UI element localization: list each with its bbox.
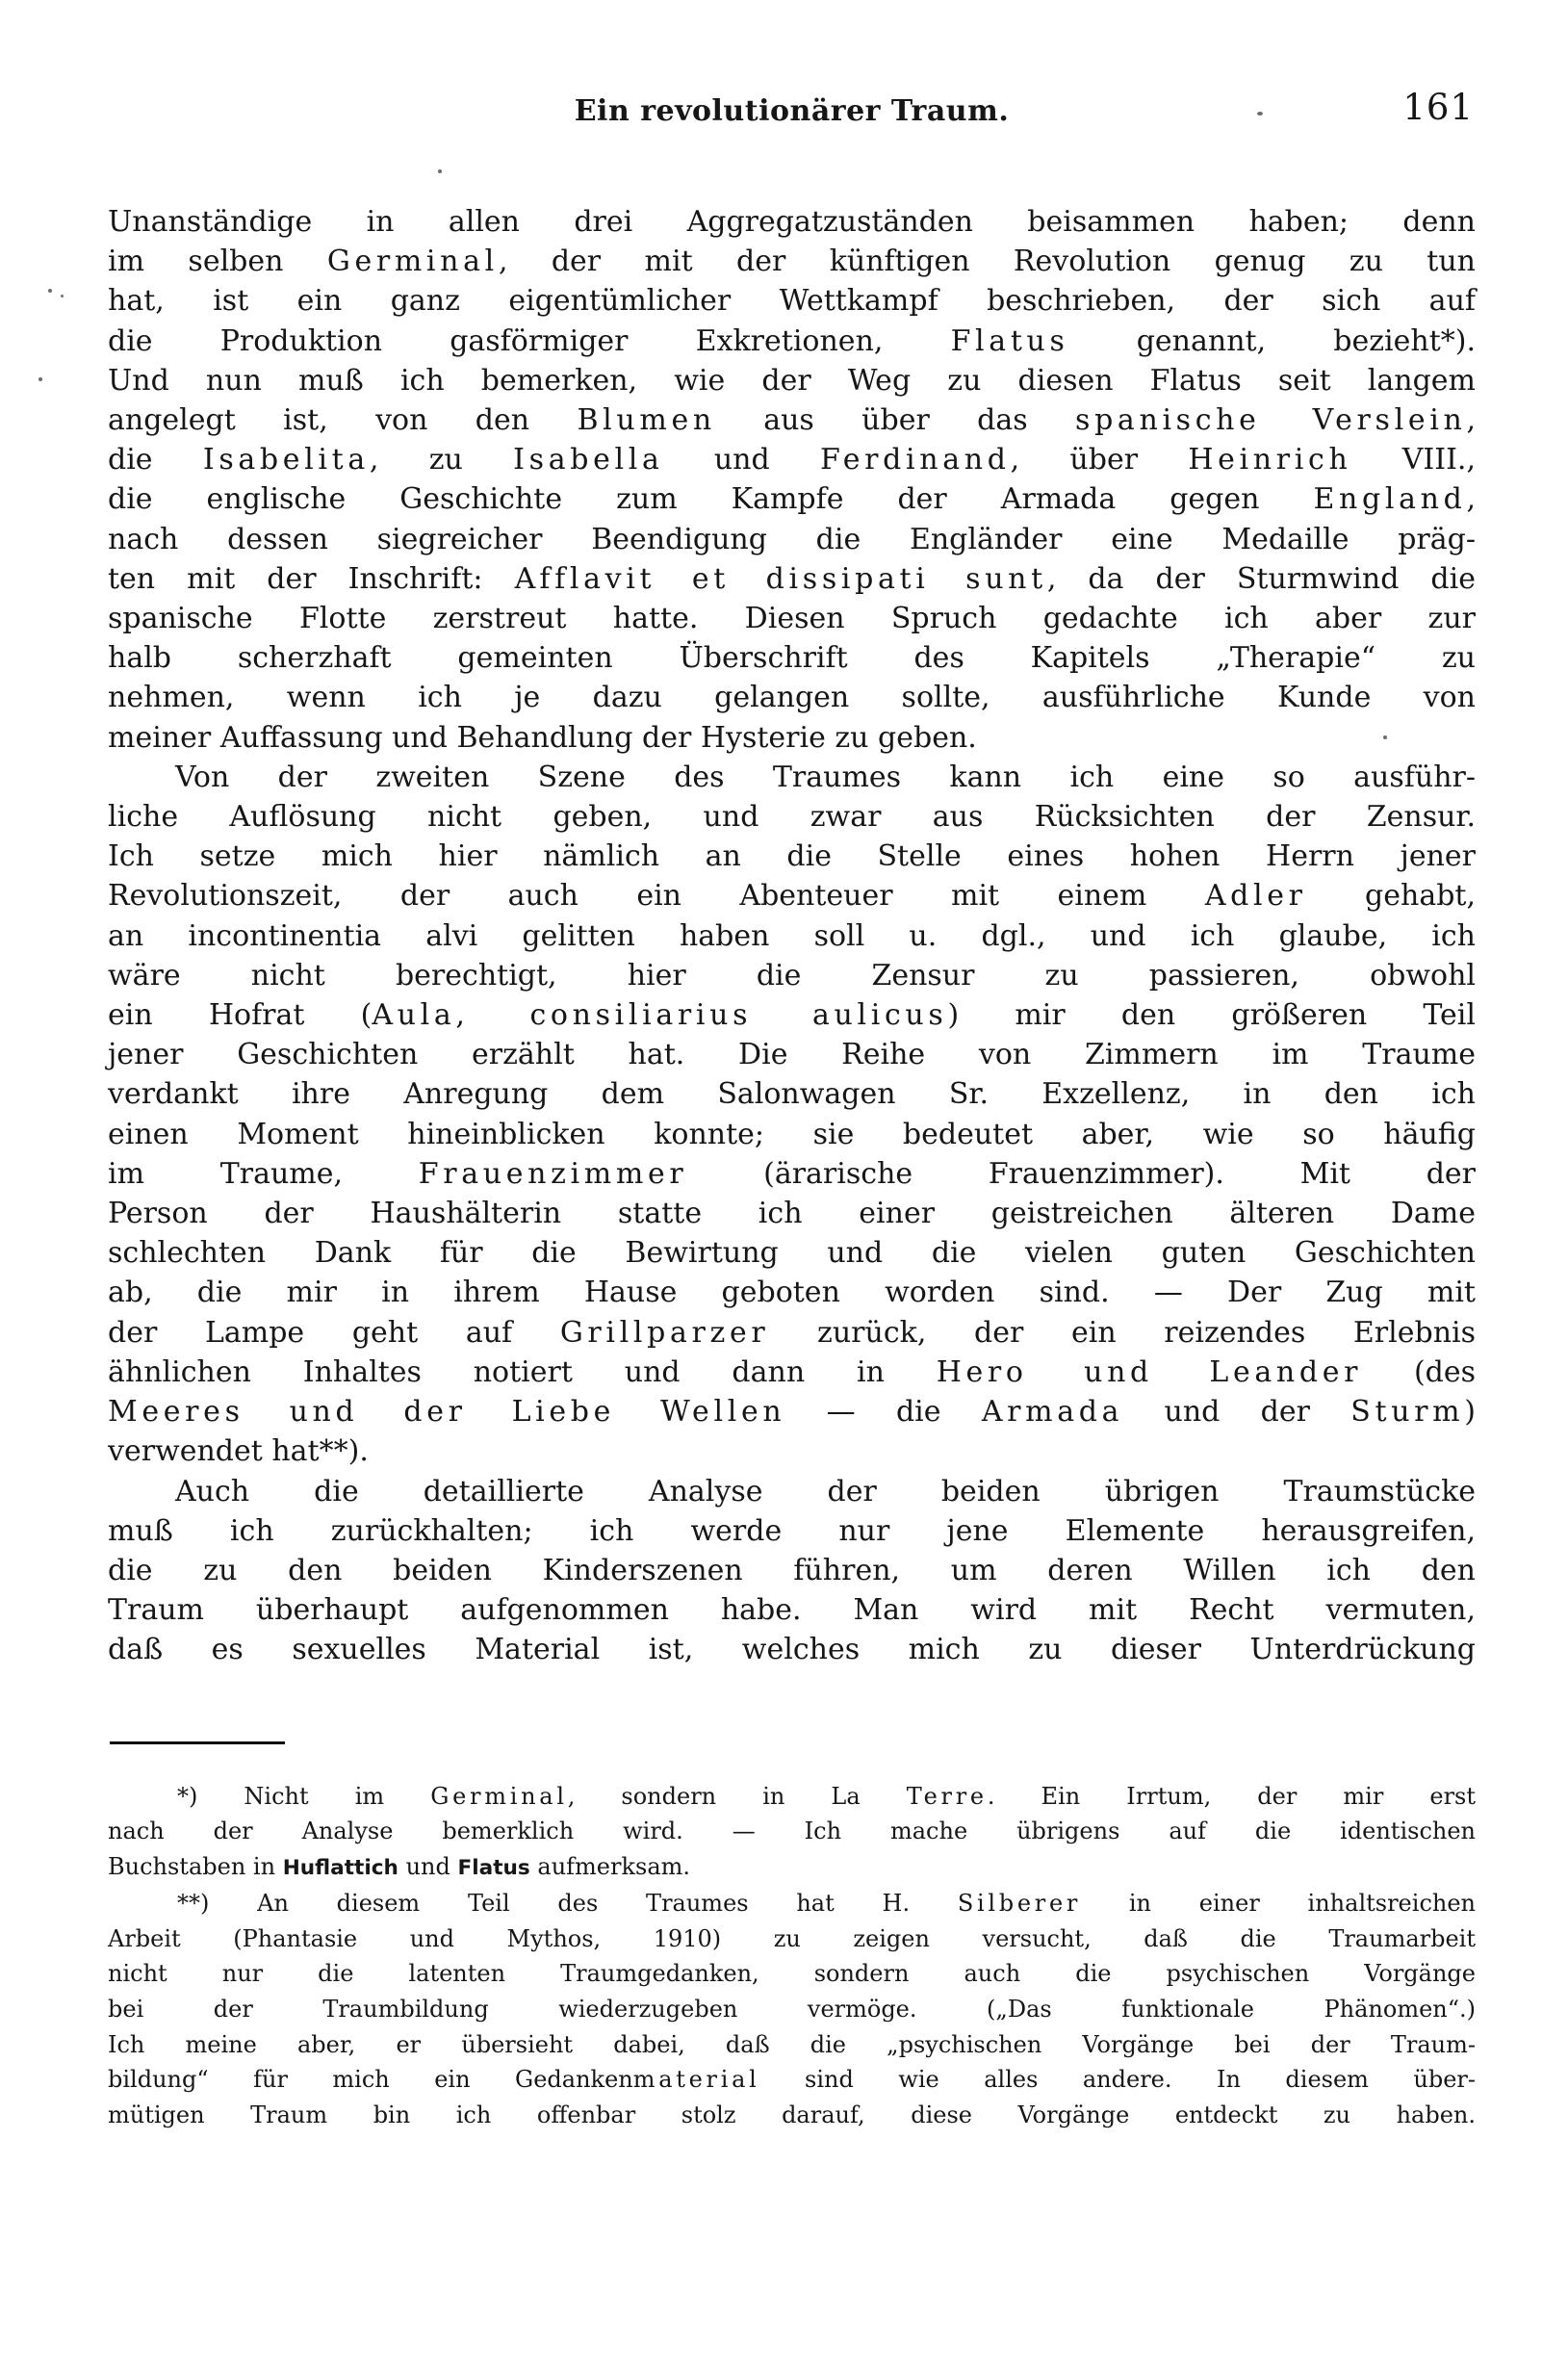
text-run: nach der Analyse bemerklich wird. — Ich mache übrigens auf die identischen — [108, 1818, 1476, 1845]
text-run: daß es sexuelles Material ist, welches mich zu dieser Unterdrückung — [108, 1633, 1476, 1667]
text-run: mütigen Traum bin ich offenbar stolz darauf, diese Vorgänge entdeckt zu haben. — [108, 2101, 1476, 2128]
paragraph — [108, 1472, 1476, 1670]
text-line — [108, 202, 1476, 242]
running-head — [108, 87, 1476, 146]
text-line — [108, 1921, 1476, 1957]
text-run: Unanständige in allen drei Aggregatzuständen beisammen haben; denn — [108, 205, 1476, 239]
text-line — [108, 1814, 1476, 1849]
text-run: meiner Auffassung und Behandlung der Hysterie zu geben. — [108, 720, 977, 755]
text-line — [108, 797, 1476, 837]
text-line — [108, 678, 1476, 717]
text-run: , über — [1010, 443, 1189, 477]
text-block — [108, 87, 1477, 2132]
page-title: Ein revolutionärer Traum. — [574, 94, 1010, 128]
text-line — [108, 1849, 1476, 1887]
text-run: , sondern in La — [567, 1782, 907, 1810]
text-run: im Traume, — [108, 1156, 419, 1191]
text-line — [108, 1115, 1476, 1154]
text-run: ) — [1464, 1395, 1476, 1430]
text-line — [108, 599, 1476, 638]
emphasized-run: Flatus — [457, 1855, 530, 1880]
text-run: Von der zweiten Szene des Traumes kann ich eine so ausführ- — [175, 760, 1476, 794]
emphasized-run: Armada — [981, 1395, 1124, 1430]
page-number: 161 — [1402, 87, 1474, 128]
text-line — [108, 916, 1476, 956]
text-run: hat, ist ein ganz eigentümlicher Wettkampf beschrieben, der sich auf — [108, 284, 1476, 319]
scan-speck — [39, 377, 42, 381]
text-line — [108, 1273, 1476, 1312]
scan-speck — [438, 169, 442, 173]
emphasized-run: Silberer — [957, 1890, 1082, 1918]
text-run: nehmen, wenn ich je dazu gelangen sollte, ausführliche Kunde von — [108, 681, 1476, 715]
text-run: die englische Geschichte zum Kampfe der Armada gegen — [108, 482, 1314, 517]
text-line — [108, 1233, 1476, 1273]
text-run: und — [398, 1852, 458, 1880]
text-run: (des — [1362, 1354, 1477, 1389]
text-run: **) An diesem Teil des Traumes hat H. — [177, 1890, 958, 1918]
scan-speck — [48, 289, 52, 293]
text-run: Arbeit (Phantasie und Mythos, 1910) zu zeigen versucht, daß die Traumarbeit — [108, 1924, 1476, 1952]
text-line — [108, 2027, 1476, 2063]
emphasized-run: Meeres und der Liebe Wellen — [108, 1395, 786, 1430]
text-run: schlechten Dank für die Bewirtung und die vielen guten Geschichten — [108, 1236, 1476, 1271]
text-line — [108, 1074, 1476, 1114]
text-line — [108, 1472, 1476, 1511]
text-run: bildung“ für mich ein Gedanken — [108, 2066, 633, 2094]
text-line — [108, 876, 1476, 915]
paragraph — [108, 202, 1476, 758]
footnote-separator — [110, 1741, 285, 1744]
text-line — [108, 559, 1476, 599]
body-text — [108, 202, 1476, 1670]
text-line — [108, 1956, 1476, 1992]
scan-speck — [1257, 112, 1263, 116]
text-run: — die — [785, 1395, 982, 1430]
text-line — [108, 1353, 1476, 1392]
text-run: Ich setze mich hier nämlich an die Stelle eines hohen Herrn jener — [108, 839, 1476, 874]
emphasized-run: Aula, consiliarius aulicus — [372, 998, 948, 1033]
text-line — [108, 1154, 1476, 1194]
text-run: ten mit der Inschrift: — [108, 561, 515, 596]
paragraph — [108, 1779, 1476, 1887]
scan-speck — [1383, 735, 1387, 739]
text-run: im selben — [108, 245, 327, 279]
text-run: genannt, bezieht*). — [1068, 323, 1477, 358]
text-run: die Produktion gasförmiger Exkretionen, — [108, 323, 951, 358]
text-run: , — [1466, 482, 1476, 517]
scan-speck — [61, 295, 64, 297]
text-run: muß ich zurückhalten; ich werde nur jene Elemente herausgreifen, — [108, 1513, 1476, 1548]
text-run: spanische Flotte zerstreut hatte. Diesen Spruch gedachte ich aber zur — [108, 602, 1476, 636]
text-line — [108, 718, 1476, 758]
emphasized-run: England — [1313, 482, 1467, 517]
text-run: einen Moment hineinblicken konnte; sie bedeutet aber, wie so häufig — [108, 1117, 1476, 1151]
text-run: und — [663, 443, 820, 477]
emphasized-run: material — [632, 2066, 760, 2094]
text-run: halb scherzhaft gemeinten Überschrift des Kapitels „Therapie“ zu — [108, 641, 1476, 676]
footnotes — [108, 1779, 1476, 2133]
text-run: ) mir den größeren Teil — [947, 998, 1476, 1033]
text-line — [108, 837, 1476, 876]
emphasized-run: Isabelita — [202, 443, 370, 477]
text-run: , da der Sturmwind die — [1046, 561, 1476, 596]
emphasized-run: Afflavit et dissipati sunt — [514, 561, 1047, 596]
text-run: und der — [1123, 1395, 1351, 1430]
text-line — [108, 322, 1476, 361]
emphasized-run: Germinal — [430, 1782, 568, 1810]
text-run: in einer inhaltsreichen — [1081, 1890, 1476, 1918]
text-run: wäre nicht berechtigt, hier die Zensur zu passieren, obwohl — [108, 958, 1476, 993]
emphasized-run: Sturm — [1350, 1395, 1465, 1430]
text-line — [108, 281, 1476, 321]
text-line — [108, 440, 1476, 479]
text-run: sind wie alles andere. In diesem über- — [759, 2066, 1477, 2094]
text-line — [108, 1313, 1476, 1353]
text-run: , der mit der künftigen Revolution genug zu tun — [498, 245, 1476, 279]
emphasized-run: Huflattich — [282, 1855, 398, 1880]
emphasized-run: Blumen — [577, 403, 716, 438]
text-run: nach dessen siegreicher Beendigung die Engländer eine Medaille präg- — [108, 522, 1476, 556]
text-run: VIII., — [1351, 443, 1477, 477]
text-run: Und nun muß ich bemerken, wie der Weg zu diesen Flatus seit langem — [108, 363, 1476, 398]
text-line — [108, 1431, 1476, 1471]
emphasized-run: Heinrich — [1188, 443, 1352, 477]
text-run: verdankt ihre Anregung dem Salonwagen Sr. Exzellenz, in den ich — [108, 1077, 1476, 1112]
text-line — [108, 1992, 1476, 2027]
text-run: ein Hofrat ( — [108, 998, 373, 1033]
emphasized-run: Grillparzer — [559, 1315, 770, 1350]
text-run: bei der Traumbildung wiederzugeben vermöge. („Das funktionale Phänomen“.) — [108, 1996, 1476, 2024]
text-run: aufmerksam. — [529, 1852, 691, 1880]
text-line — [108, 520, 1476, 559]
text-line — [108, 1511, 1476, 1551]
emphasized-run: Flatus — [950, 323, 1069, 358]
text-line — [108, 361, 1476, 400]
text-line — [108, 400, 1476, 440]
text-line — [108, 638, 1476, 678]
text-run: liche Auflösung nicht geben, und zwar aus Rücksichten der Zensur. — [108, 800, 1476, 835]
text-run: , zu — [369, 443, 514, 477]
text-line — [108, 1392, 1476, 1431]
text-run: an incontinentia alvi gelitten haben soll u. dgl., und ich glaube, ich — [108, 918, 1476, 953]
text-run: , — [1466, 403, 1476, 438]
emphasized-run: Terre — [906, 1782, 988, 1810]
text-run: (ärarische Frauenzimmer). Mit der — [687, 1156, 1476, 1191]
text-run: Person der Haushälterin statte ich einer geistreichen älteren Dame — [108, 1197, 1476, 1231]
text-line — [108, 242, 1476, 281]
text-line — [108, 2098, 1476, 2133]
text-line — [108, 2062, 1476, 2098]
text-line — [108, 956, 1476, 995]
text-run: jener Geschichten erzählt hat. Die Reihe von Zimmern im Traume — [108, 1038, 1476, 1072]
paragraph — [108, 1886, 1476, 2132]
text-line — [108, 1630, 1476, 1669]
text-run: Buchstaben in — [108, 1852, 283, 1880]
emphasized-run: Ferdinand — [819, 443, 1011, 477]
emphasized-run: spanische Verslein — [1075, 403, 1467, 438]
emphasized-run: Adler — [1204, 879, 1307, 914]
text-run: angelegt ist, von den — [108, 403, 578, 438]
emphasized-run: Hero und Leander — [936, 1354, 1363, 1389]
text-line — [108, 995, 1476, 1035]
text-run: gehabt, — [1306, 879, 1477, 914]
text-run: die — [108, 443, 203, 477]
text-line — [108, 1551, 1476, 1590]
text-run: zurück, der ein reizendes Erlebnis — [769, 1315, 1476, 1350]
text-run: die zu den beiden Kinderszenen führen, um deren Willen ich den — [108, 1553, 1476, 1587]
emphasized-run: Frauenzimmer — [418, 1156, 688, 1191]
text-line — [108, 1035, 1476, 1074]
emphasized-run: Isabella — [513, 443, 664, 477]
text-line — [108, 1886, 1476, 1921]
text-line — [108, 1194, 1476, 1233]
text-line — [108, 1779, 1476, 1815]
text-line — [108, 479, 1476, 519]
text-line — [108, 1590, 1476, 1630]
text-run: Auch die detaillierte Analyse der beiden übrigen Traumstücke — [175, 1474, 1476, 1508]
text-run: nicht nur die latenten Traumgedanken, sondern auch die psychischen Vorgänge — [108, 1960, 1476, 1988]
text-line — [108, 758, 1476, 797]
text-run: ähnlichen Inhaltes notiert und dann in — [108, 1354, 937, 1389]
text-run: Revolutionszeit, der auch ein Abenteuer mit einem — [108, 879, 1205, 914]
emphasized-run: Germinal — [326, 245, 499, 279]
text-run: ab, die mir in ihrem Hause geboten worden sind. — Der Zug mit — [108, 1276, 1476, 1310]
text-run: Traum überhaupt aufgenommen habe. Man wird mit Recht vermuten, — [108, 1593, 1476, 1628]
text-run: der Lampe geht auf — [108, 1315, 560, 1350]
text-run: *) Nicht im — [177, 1782, 431, 1810]
text-run: Ich meine aber, er übersieht dabei, daß die „psychischen Vorgänge bei der Traum- — [108, 2030, 1476, 2058]
text-run: aus über das — [715, 403, 1076, 438]
text-run: . Ein Irrtum, der mir erst — [987, 1782, 1477, 1810]
paragraph — [108, 758, 1476, 1472]
text-run: verwendet hat**). — [108, 1434, 369, 1469]
